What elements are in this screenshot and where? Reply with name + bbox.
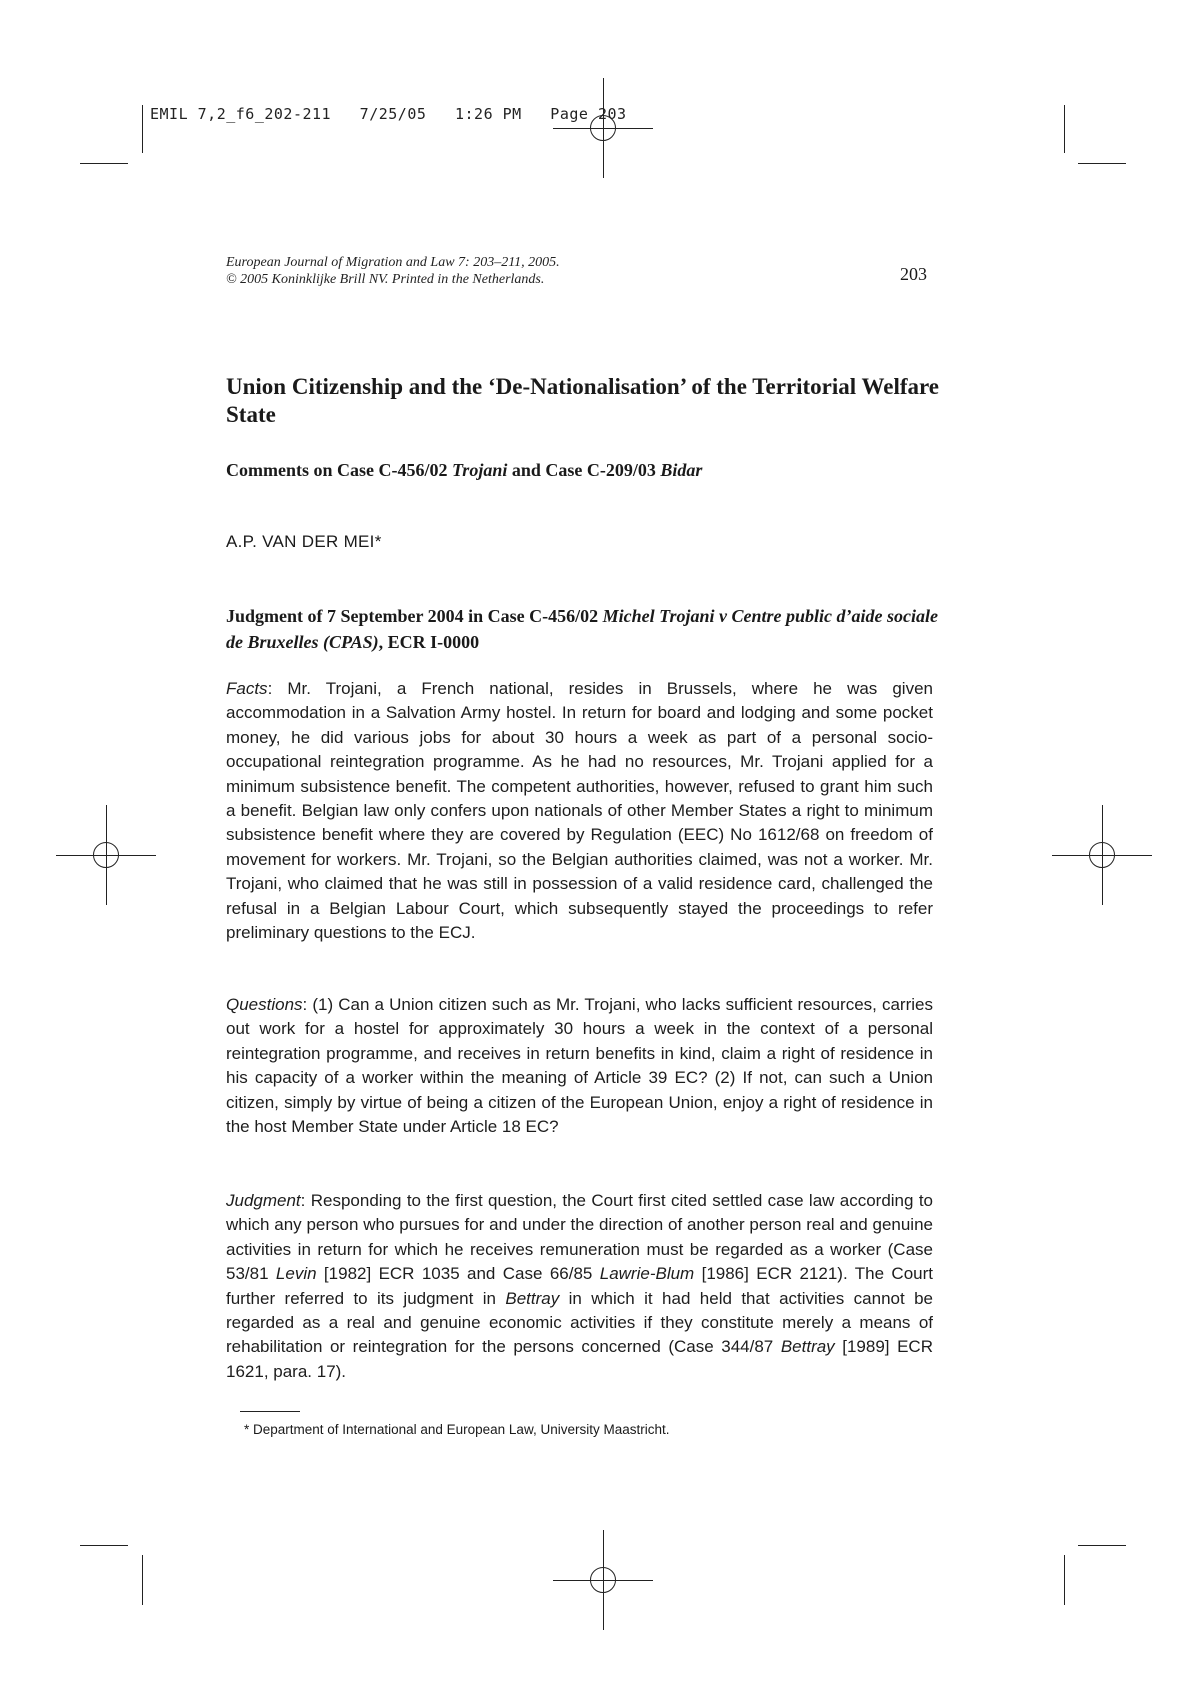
author-name: A.P. VAN DER MEI*	[226, 532, 382, 551]
paragraph-label: Questions	[226, 995, 303, 1014]
journal-line: European Journal of Migration and Law 7: 203–211, 2005.	[226, 255, 560, 270]
paragraph-text: [1989] ECR 1621, para. 17).	[226, 1337, 933, 1381]
crop-mark	[1064, 105, 1065, 153]
judgment-paragraph	[226, 1189, 933, 1384]
registration-mark-left	[56, 805, 156, 905]
paragraph-label: Facts	[226, 679, 268, 698]
case-name: Levin	[275, 1264, 317, 1284]
section-heading	[226, 603, 946, 655]
article-title: Union Citizenship and the ‘De-Nationalisation’ of the Territorial Welfare State	[226, 374, 939, 427]
crop-mark	[80, 163, 128, 164]
case-name: Bettray	[780, 1337, 835, 1357]
page-number: 203	[900, 264, 927, 284]
crop-mark	[142, 105, 143, 153]
questions-paragraph	[226, 993, 933, 1139]
journal-citation	[226, 254, 560, 288]
crop-mark	[80, 1545, 128, 1546]
printer-slug: EMIL 7,2_f6_202-211 7/25/05 1:26 PM Page 203	[150, 105, 627, 123]
subtitle-text: Comments on Case C-456/02	[226, 460, 452, 480]
heading-text: Judgment of 7 September 2004 in Case C-456/02	[226, 606, 603, 626]
footnote-rule	[240, 1411, 300, 1412]
registration-mark-top	[553, 78, 653, 178]
paragraph-text: [1986] ECR 2121). The Court further referred to its judgment in	[226, 1264, 933, 1308]
registration-mark-right	[1052, 805, 1152, 905]
case-name: Bidar	[660, 460, 703, 480]
crop-mark	[142, 1555, 143, 1605]
copyright-line: © 2005 Koninklijke Brill NV. Printed in the Netherlands.	[226, 272, 545, 287]
article-subtitle	[226, 460, 702, 481]
crop-mark	[1064, 1555, 1065, 1605]
registration-mark-bottom	[553, 1530, 653, 1630]
paragraph-text: in which it had held that activities cannot be regarded as a real and genuine economic activities if they constitute merely a means of rehabilitation or reintegration for the persons concerned (Case 344/87	[226, 1288, 934, 1357]
paragraph-text: : Mr. Trojani, a French national, resides in Brussels, where he was given accommodation in a Salvation Army hostel. In return for board and lodging and some pocket money, he did various jobs for about 30 hours a week as part of a personal socio-occupational reintegration programme. As he had no resources, Mr. Trojani applied for a minimum subsistence benefit. The competent authorities, however, refused to grant him such a benefit. Belgian law only confers upon nationals of other Member States a right to minimum subsistence benefit where they are covered by Regulation (EEC) No 1612/68 on freedom of movement for workers. Mr. Trojani, so the Belgian authorities claimed, was not a worker. Mr. Trojani, who claimed that he was still in possession of a valid residence card, challenged the refusal in a Belgian Labour Court, which subsequently stayed the proceedings to refer preliminary questions to the ECJ.	[226, 679, 933, 943]
paragraph-text: [1982] ECR 1035 and Case 66/85	[316, 1264, 600, 1284]
crop-mark	[1078, 1545, 1126, 1546]
paragraph-text: : Responding to the first question, the Court first cited settled case law according to which any person who pursues for and under the direction of another person real and genuine activities in return for which he receives remuneration must be regarded as a worker (Case 53/81	[226, 1191, 933, 1284]
subtitle-text: and Case C-209/03	[507, 460, 661, 480]
facts-paragraph	[226, 677, 933, 945]
case-parties: Michel Trojani v Centre public d’aide sociale de Bruxelles (CPAS)	[226, 606, 938, 652]
heading-text: , ECR I-0000	[378, 632, 480, 652]
case-name: Bettray	[505, 1288, 560, 1308]
paragraph-text: : (1) Can a Union citizen such as Mr. Trojani, who lacks sufficient resources, carries out work for a hostel for approximately 30 hours a week in the context of a personal reintegration programme, and receives in return benefits in kind, claim a right of residence in his capacity of a worker within the meaning of Article 39 EC? (2) If not, can such a Union citizen, simply by virtue of being a citizen of the European Union, enjoy a right of residence in the host Member State under Article 18 EC?	[226, 995, 933, 1137]
case-name: Trojani	[451, 460, 508, 480]
paragraph-label: Judgment	[226, 1191, 301, 1210]
case-name: Lawrie-Blum	[599, 1264, 695, 1284]
crop-mark	[1078, 163, 1126, 164]
footnote: * Department of International and European Law, University Maastricht.	[244, 1422, 670, 1437]
